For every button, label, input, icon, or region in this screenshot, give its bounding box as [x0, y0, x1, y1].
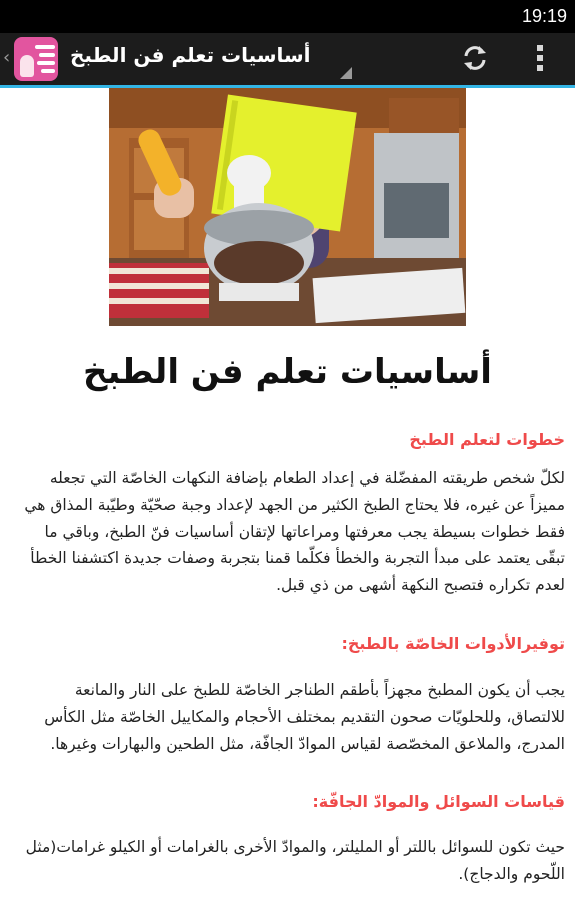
section-heading-kitchen-tools: توفيرالأدوات الخاصّة بالطبخ:: [341, 634, 565, 653]
overflow-menu-icon[interactable]: [536, 45, 544, 73]
article-title: أساسيات تعلم فن الطبخ: [83, 352, 492, 392]
article-hero-image: [109, 88, 466, 326]
action-bar: [0, 33, 575, 88]
spinner-indicator-icon[interactable]: [340, 67, 352, 79]
status-time: 19:19: [521, 6, 567, 26]
section-body-measurements: حيث تكون للسوائل باللتر أو المليلتر، والموادّ الأخرى بالغرامات أو الكيلو غرامات(مثل اللّحوم والدجاج).: [25, 838, 565, 883]
refresh-icon[interactable]: [460, 43, 490, 73]
action-bar-title[interactable]: أساسيات تعلم فن الطبخ: [70, 43, 311, 67]
app-logo-icon[interactable]: [14, 37, 58, 81]
section-body-cooking-steps: لكلّ شخص طريقته المفضّلة في إعداد الطعام بإضافة النكهات الخاصّة التي تجعله مميزاً عن غيره، فلا يحتاج الطبخ الكثير من الجهد لإعداد وجبة صحّيّة وطيّبة المذاق هي فقط خطوات بسيطة يجب معرفتها ومراعاتها لإتقان أساسيات فنّ الطبخ، وباقي ما تبقّى يعتمد على مبدأ التجربة والخطأ فكلّما قمنا بتجربة وصفات جديدة اكتشفنا الخطأ لعدم تكراره فتصبح النكهة أشهى من ذي قبل.: [24, 469, 565, 595]
section-heading-cooking-steps: خطوات لتعلم الطبخ: [409, 430, 565, 449]
status-bar: [0, 0, 575, 33]
section-heading-measurements: قياسات السوائل والموادّ الجافّة:: [312, 792, 565, 811]
up-chevron-icon[interactable]: ‹: [3, 47, 11, 68]
section-body-kitchen-tools: يجب أن يكون المطبخ مجهزاً بأطقم الطناجر الخاصّة للطبخ على النار والمانعة للالتصاق، وللحلويّات صحون التقديم بمختلف الأحجام والمكاييل الخاصّة مثل الكأس المدرج، والملاعق المخصّصة لقياس الموادّ الجافّة، مثل الطحين والبهارات وغيرها.: [44, 681, 565, 753]
